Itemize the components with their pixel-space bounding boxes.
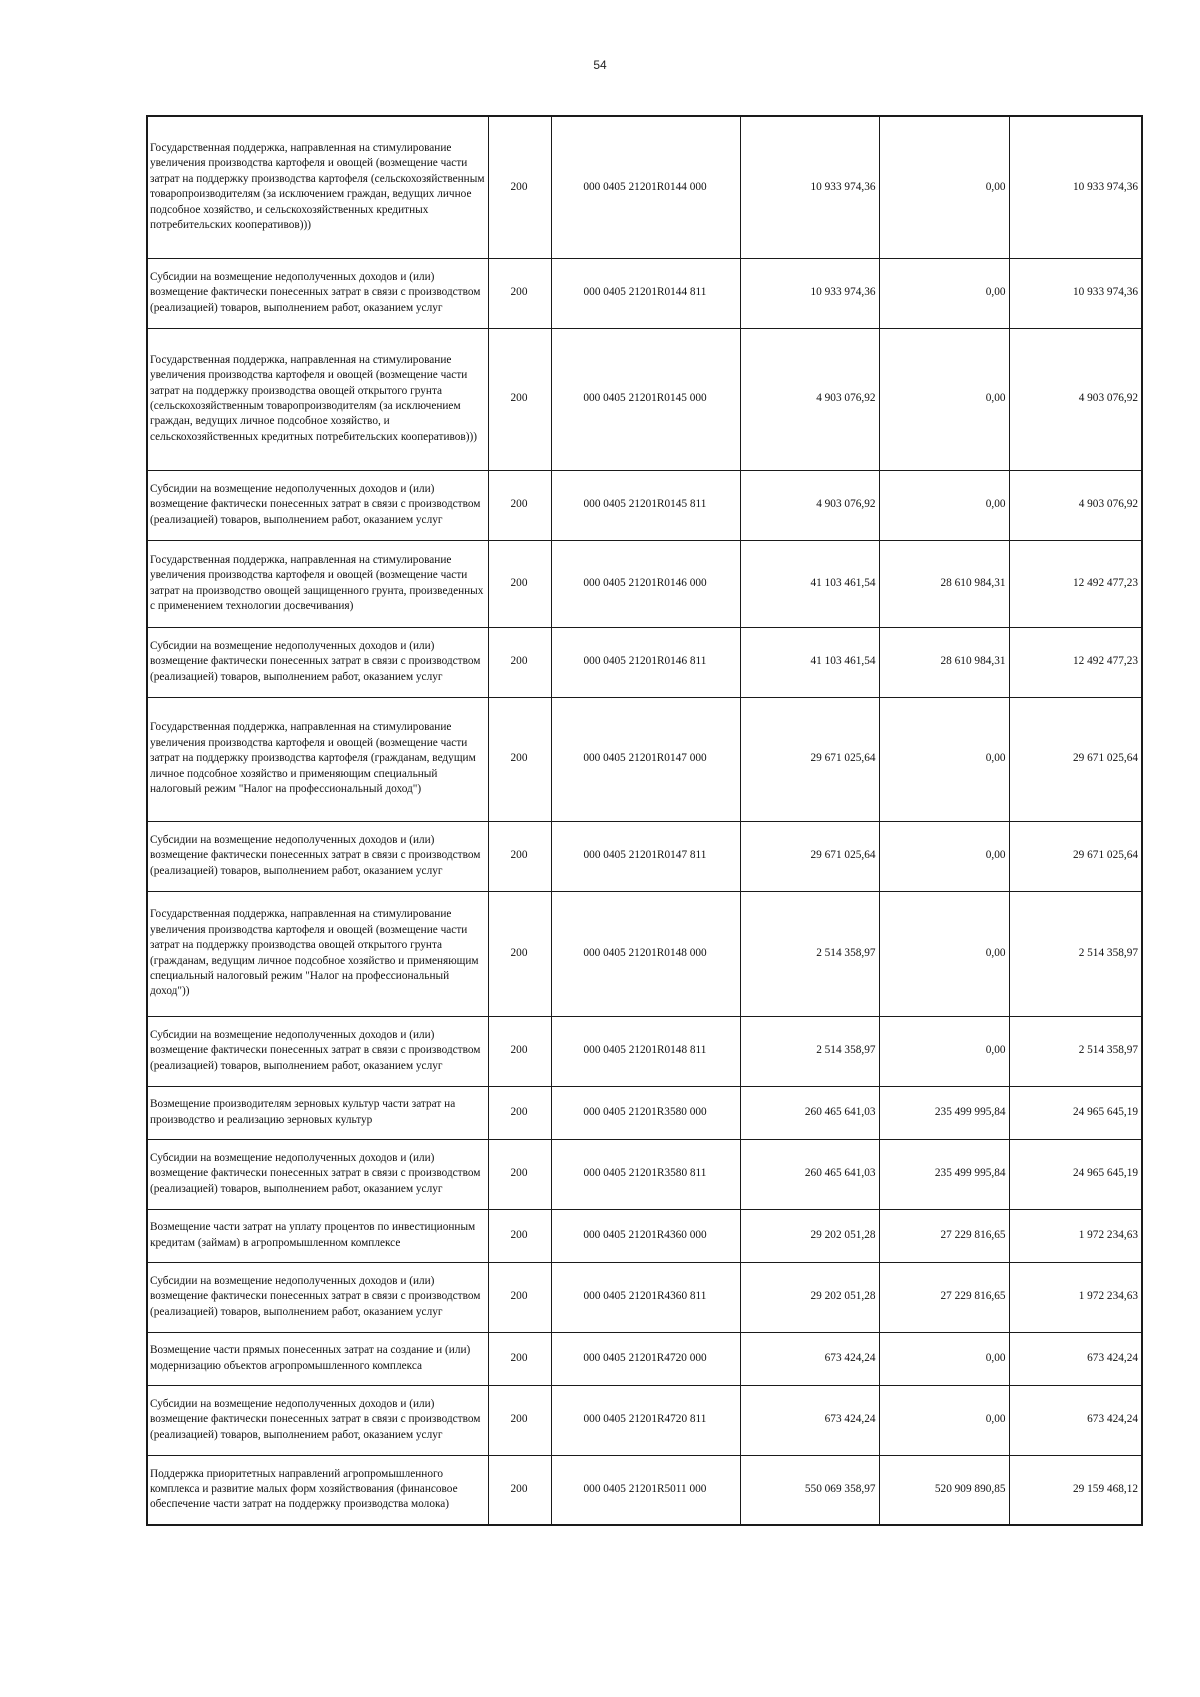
row-name: Субсидии на возмещение недополученных доходов и (или) возмещение фактически понесенных затрат в связи с производством (реализацией) товаров, выполнением работ, оказанием услуг xyxy=(147,627,488,697)
row-name: Поддержка приоритетных направлений агропромышленного комплекса и развитие малых форм хозяйствования (финансовое обеспечение части затрат на поддержку производства молока) xyxy=(147,1455,488,1525)
row-executed-amount: 235 499 995,84 xyxy=(879,1139,1009,1209)
row-approved-amount: 260 465 641,03 xyxy=(740,1139,879,1209)
row-name: Субсидии на возмещение недополученных доходов и (или) возмещение фактически понесенных затрат в связи с производством (реализацией) товаров, выполнением работ, оказанием услуг xyxy=(147,1262,488,1332)
row-unexecuted-amount: 1 972 234,63 xyxy=(1009,1262,1142,1332)
row-admin-code: 200 xyxy=(488,1262,551,1332)
row-classification-code: 000 0405 21201R3580 811 xyxy=(551,1139,740,1209)
row-name: Субсидии на возмещение недополученных доходов и (или) возмещение фактически понесенных затрат в связи с производством (реализацией) товаров, выполнением работ, оказанием услуг xyxy=(147,1139,488,1209)
row-unexecuted-amount: 10 933 974,36 xyxy=(1009,116,1142,258)
row-approved-amount: 10 933 974,36 xyxy=(740,258,879,328)
row-unexecuted-amount: 673 424,24 xyxy=(1009,1332,1142,1385)
row-approved-amount: 673 424,24 xyxy=(740,1385,879,1455)
row-name: Государственная поддержка, направленная на стимулирование увеличения производства картофеля и овощей (возмещение части затрат на поддержку производства овощей открытого грунта (гражданам, ведущим личное подсобное хозяйство и применяющим специальный налоговый режим "Налог на профессиональный доход")) xyxy=(147,891,488,1016)
row-admin-code: 200 xyxy=(488,697,551,821)
row-name: Субсидии на возмещение недополученных доходов и (или) возмещение фактически понесенных затрат в связи с производством (реализацией) товаров, выполнением работ, оказанием услуг xyxy=(147,1016,488,1086)
row-approved-amount: 4 903 076,92 xyxy=(740,328,879,470)
row-name: Возмещение части прямых понесенных затрат на создание и (или) модернизацию объектов агропромышленного комплекса xyxy=(147,1332,488,1385)
row-unexecuted-amount: 29 671 025,64 xyxy=(1009,697,1142,821)
row-name: Государственная поддержка, направленная на стимулирование увеличения производства картофеля и овощей (возмещение части затрат на производство овощей защищенного грунта, произведенных с применением технологии досвечивания) xyxy=(147,540,488,627)
row-unexecuted-amount: 10 933 974,36 xyxy=(1009,258,1142,328)
table-row xyxy=(147,1332,1142,1385)
row-admin-code: 200 xyxy=(488,627,551,697)
row-executed-amount: 0,00 xyxy=(879,258,1009,328)
row-classification-code: 000 0405 21201R4360 811 xyxy=(551,1262,740,1332)
row-executed-amount: 0,00 xyxy=(879,697,1009,821)
row-classification-code: 000 0405 21201R0146 000 xyxy=(551,540,740,627)
budget-execution-table xyxy=(146,115,1143,1526)
table-row xyxy=(147,328,1142,470)
table-row xyxy=(147,116,1142,258)
row-executed-amount: 28 610 984,31 xyxy=(879,627,1009,697)
row-unexecuted-amount: 673 424,24 xyxy=(1009,1385,1142,1455)
table-row xyxy=(147,627,1142,697)
row-unexecuted-amount: 24 965 645,19 xyxy=(1009,1139,1142,1209)
row-classification-code: 000 0405 21201R4360 000 xyxy=(551,1209,740,1262)
row-classification-code: 000 0405 21201R0144 000 xyxy=(551,116,740,258)
row-classification-code: 000 0405 21201R0145 811 xyxy=(551,470,740,540)
table-row xyxy=(147,1139,1142,1209)
row-name: Возмещение производителям зерновых культур части затрат на производство и реализацию зерновых культур xyxy=(147,1086,488,1139)
row-executed-amount: 28 610 984,31 xyxy=(879,540,1009,627)
row-executed-amount: 520 909 890,85 xyxy=(879,1455,1009,1525)
page-number: 54 xyxy=(593,58,607,72)
row-name: Субсидии на возмещение недополученных доходов и (или) возмещение фактически понесенных затрат в связи с производством (реализацией) товаров, выполнением работ, оказанием услуг xyxy=(147,1385,488,1455)
row-classification-code: 000 0405 21201R0144 811 xyxy=(551,258,740,328)
row-classification-code: 000 0405 21201R0148 000 xyxy=(551,891,740,1016)
row-executed-amount: 235 499 995,84 xyxy=(879,1086,1009,1139)
row-approved-amount: 29 671 025,64 xyxy=(740,821,879,891)
row-unexecuted-amount: 12 492 477,23 xyxy=(1009,627,1142,697)
row-approved-amount: 41 103 461,54 xyxy=(740,627,879,697)
row-name: Возмещение части затрат на уплату процентов по инвестиционным кредитам (займам) в агропромышленном комплексе xyxy=(147,1209,488,1262)
table-row xyxy=(147,1385,1142,1455)
table-row xyxy=(147,1455,1142,1525)
row-classification-code: 000 0405 21201R5011 000 xyxy=(551,1455,740,1525)
row-classification-code: 000 0405 21201R0148 811 xyxy=(551,1016,740,1086)
row-classification-code: 000 0405 21201R0146 811 xyxy=(551,627,740,697)
row-admin-code: 200 xyxy=(488,1209,551,1262)
table-row xyxy=(147,1262,1142,1332)
row-unexecuted-amount: 2 514 358,97 xyxy=(1009,891,1142,1016)
row-approved-amount: 29 671 025,64 xyxy=(740,697,879,821)
row-admin-code: 200 xyxy=(488,328,551,470)
row-name: Государственная поддержка, направленная на стимулирование увеличения производства картофеля и овощей (возмещение части затрат на поддержку производства картофеля (гражданам, ведущим личное подсобное хозяйство и применяющим специальный налоговый режим "Налог на профессиональный доход") xyxy=(147,697,488,821)
table-row xyxy=(147,470,1142,540)
row-approved-amount: 10 933 974,36 xyxy=(740,116,879,258)
row-admin-code: 200 xyxy=(488,116,551,258)
row-classification-code: 000 0405 21201R4720 811 xyxy=(551,1385,740,1455)
row-name: Субсидии на возмещение недополученных доходов и (или) возмещение фактически понесенных затрат в связи с производством (реализацией) товаров, выполнением работ, оказанием услуг xyxy=(147,470,488,540)
row-executed-amount: 0,00 xyxy=(879,116,1009,258)
row-unexecuted-amount: 12 492 477,23 xyxy=(1009,540,1142,627)
row-name: Государственная поддержка, направленная на стимулирование увеличения производства картофеля и овощей (возмещение части затрат на поддержку производства овощей открытого грунта (сельскохозяйственным товаропроизводителям (за исключением граждан, ведущих личное подсобное хозяйство, и сельскохозяйственных кредитных потребительских кооперативов))) xyxy=(147,328,488,470)
row-unexecuted-amount: 1 972 234,63 xyxy=(1009,1209,1142,1262)
row-classification-code: 000 0405 21201R0147 811 xyxy=(551,821,740,891)
row-classification-code: 000 0405 21201R0147 000 xyxy=(551,697,740,821)
table-row xyxy=(147,697,1142,821)
table-row xyxy=(147,258,1142,328)
row-unexecuted-amount: 2 514 358,97 xyxy=(1009,1016,1142,1086)
row-unexecuted-amount: 29 159 468,12 xyxy=(1009,1455,1142,1525)
table-row xyxy=(147,821,1142,891)
row-admin-code: 200 xyxy=(488,1455,551,1525)
table-row xyxy=(147,1016,1142,1086)
row-admin-code: 200 xyxy=(488,1139,551,1209)
row-admin-code: 200 xyxy=(488,1016,551,1086)
row-approved-amount: 4 903 076,92 xyxy=(740,470,879,540)
table-row xyxy=(147,540,1142,627)
row-executed-amount: 27 229 816,65 xyxy=(879,1262,1009,1332)
row-unexecuted-amount: 29 671 025,64 xyxy=(1009,821,1142,891)
row-unexecuted-amount: 4 903 076,92 xyxy=(1009,328,1142,470)
row-executed-amount: 0,00 xyxy=(879,821,1009,891)
row-admin-code: 200 xyxy=(488,1332,551,1385)
row-executed-amount: 0,00 xyxy=(879,328,1009,470)
table-row xyxy=(147,1086,1142,1139)
row-name: Субсидии на возмещение недополученных доходов и (или) возмещение фактически понесенных затрат в связи с производством (реализацией) товаров, выполнением работ, оказанием услуг xyxy=(147,821,488,891)
row-admin-code: 200 xyxy=(488,1086,551,1139)
row-approved-amount: 260 465 641,03 xyxy=(740,1086,879,1139)
row-unexecuted-amount: 4 903 076,92 xyxy=(1009,470,1142,540)
row-admin-code: 200 xyxy=(488,891,551,1016)
row-admin-code: 200 xyxy=(488,258,551,328)
row-approved-amount: 550 069 358,97 xyxy=(740,1455,879,1525)
row-executed-amount: 0,00 xyxy=(879,891,1009,1016)
row-name: Субсидии на возмещение недополученных доходов и (или) возмещение фактически понесенных затрат в связи с производством (реализацией) товаров, выполнением работ, оказанием услуг xyxy=(147,258,488,328)
row-admin-code: 200 xyxy=(488,1385,551,1455)
row-admin-code: 200 xyxy=(488,470,551,540)
row-approved-amount: 673 424,24 xyxy=(740,1332,879,1385)
row-executed-amount: 0,00 xyxy=(879,1332,1009,1385)
row-approved-amount: 2 514 358,97 xyxy=(740,1016,879,1086)
row-classification-code: 000 0405 21201R3580 000 xyxy=(551,1086,740,1139)
row-approved-amount: 41 103 461,54 xyxy=(740,540,879,627)
row-executed-amount: 0,00 xyxy=(879,1016,1009,1086)
row-admin-code: 200 xyxy=(488,821,551,891)
row-executed-amount: 27 229 816,65 xyxy=(879,1209,1009,1262)
table-row xyxy=(147,891,1142,1016)
row-unexecuted-amount: 24 965 645,19 xyxy=(1009,1086,1142,1139)
row-approved-amount: 29 202 051,28 xyxy=(740,1209,879,1262)
row-executed-amount: 0,00 xyxy=(879,470,1009,540)
row-classification-code: 000 0405 21201R0145 000 xyxy=(551,328,740,470)
row-admin-code: 200 xyxy=(488,540,551,627)
row-name: Государственная поддержка, направленная на стимулирование увеличения производства картофеля и овощей (возмещение части затрат на поддержку производства картофеля (сельскохозяйственным товаропроизводителям (за исключением граждан, ведущих личное подсобное хозяйство, и сельскохозяйственных кредитных потребительских кооперативов))) xyxy=(147,116,488,258)
row-executed-amount: 0,00 xyxy=(879,1385,1009,1455)
row-approved-amount: 2 514 358,97 xyxy=(740,891,879,1016)
row-approved-amount: 29 202 051,28 xyxy=(740,1262,879,1332)
table-row xyxy=(147,1209,1142,1262)
row-classification-code: 000 0405 21201R4720 000 xyxy=(551,1332,740,1385)
